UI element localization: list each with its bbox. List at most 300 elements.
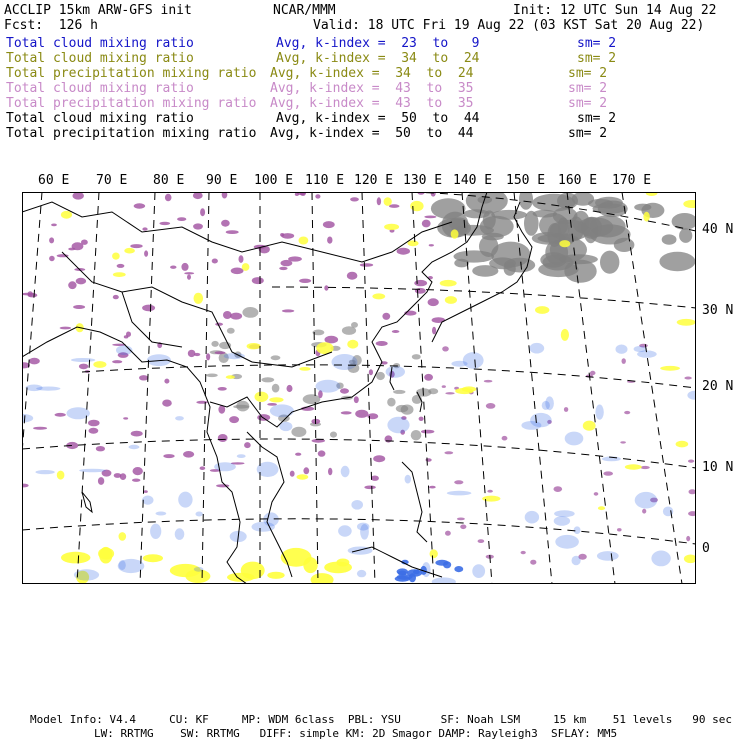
high-cloud-blob — [132, 479, 140, 482]
high-cloud-blob — [113, 295, 119, 299]
low-cloud-blob — [463, 352, 484, 369]
mid-cloud-blob — [61, 552, 90, 564]
low-cloud-blob — [341, 466, 350, 477]
high-cloud-blob — [257, 414, 270, 421]
high-cloud-blob — [603, 471, 613, 475]
high-cloud-blob — [68, 281, 76, 289]
high-cloud-blob — [165, 194, 172, 202]
upper-cloud-blob — [227, 328, 235, 334]
legend-avg: Avg, k-index = 34 to 24 — [270, 66, 474, 81]
legend-avg: Avg, k-index = 43 to 35 — [270, 96, 474, 111]
high-cloud-blob — [624, 411, 630, 414]
low-cloud-blob — [142, 496, 153, 505]
legend-field: Total cloud mixing ratio — [6, 81, 194, 96]
upper-cloud-blob — [291, 427, 306, 437]
high-cloud-blob — [554, 486, 563, 492]
mid-cloud-blob — [61, 211, 72, 219]
high-cloud-blob — [133, 467, 143, 475]
high-cloud-blob — [445, 531, 451, 536]
high-cloud-blob — [622, 358, 626, 364]
lon-label: 130 E — [403, 173, 443, 188]
high-cloud-blob — [389, 204, 400, 208]
mid-cloud-blob — [226, 375, 235, 379]
high-cloud-blob — [184, 272, 194, 274]
upper-cloud-blob — [261, 377, 274, 382]
mid-cloud-blob — [255, 392, 269, 402]
lon-label: 170 E — [612, 173, 652, 188]
high-cloud-blob — [73, 192, 84, 200]
low-cloud-blob — [214, 462, 236, 471]
high-cloud-blob — [640, 466, 649, 469]
low-cloud-blob — [150, 524, 161, 539]
high-cloud-blob — [159, 222, 170, 225]
high-cloud-blob — [290, 471, 295, 477]
low-cloud-blob — [555, 535, 579, 549]
model-info-line2: LW: RRTMG SW: RRTMG DIFF: simple KM: 2D Smagor DAMP: Rayleigh3 SFLAY: MM5 — [94, 727, 618, 740]
upper-cloud-blob — [504, 258, 535, 273]
forecast-hour: Fcst: 126 h — [4, 18, 98, 33]
high-cloud-blob — [445, 392, 454, 394]
high-cloud-blob — [51, 224, 57, 227]
mid-cloud-blob — [643, 212, 649, 222]
high-cloud-blob — [350, 197, 359, 201]
upper-cloud-blob — [553, 207, 578, 224]
upper-cloud-blob — [401, 405, 414, 415]
mid-cloud-blob — [227, 573, 255, 582]
high-cloud-blob — [432, 327, 436, 335]
high-cloud-blob — [426, 458, 432, 461]
high-cloud-blob — [49, 237, 54, 243]
high-cloud-blob — [323, 221, 335, 228]
high-cloud-blob — [142, 305, 155, 312]
mid-cloud-blob — [410, 201, 423, 211]
model-info-line1: Model Info: V4.4 CU: KF MP: WDM 6class PBL: YSU SF: Noah LSM 15 km 51 levels 90 sec — [30, 713, 732, 726]
high-cloud-blob — [144, 250, 148, 256]
legend-sm: sm= 2 — [568, 81, 608, 96]
high-cloud-blob — [415, 288, 426, 294]
high-cloud-blob — [397, 248, 410, 255]
low-cloud-blob — [178, 492, 192, 508]
lat-label: 10 N — [702, 460, 734, 475]
high-cloud-blob — [369, 369, 373, 375]
high-cloud-blob — [642, 509, 646, 514]
high-cloud-blob — [442, 385, 446, 388]
high-cloud-blob — [594, 492, 599, 496]
upper-cloud-blob — [662, 234, 677, 244]
mid-cloud-blob — [324, 562, 352, 574]
mid-cloud-blob — [430, 549, 438, 558]
high-cloud-blob — [131, 431, 143, 437]
high-cloud-blob — [688, 460, 694, 463]
mid-cloud-blob — [297, 474, 309, 479]
high-cloud-blob — [419, 417, 424, 421]
legend-field: Total cloud mixing ratio — [6, 51, 194, 66]
mid-cloud-blob — [535, 306, 549, 314]
high-cloud-blob — [49, 256, 55, 261]
low-cloud-blob — [397, 568, 408, 574]
high-cloud-blob — [200, 466, 206, 470]
high-cloud-blob — [162, 400, 172, 407]
high-cloud-blob — [282, 309, 294, 312]
legend-sm: sm= 2 — [577, 111, 617, 126]
low-cloud-blob — [554, 516, 570, 526]
low-cloud-blob — [224, 353, 245, 359]
low-cloud-blob — [270, 404, 294, 417]
high-cloud-blob — [328, 468, 332, 475]
mid-cloud-blob — [561, 329, 569, 341]
mid-cloud-blob — [99, 547, 112, 564]
high-cloud-blob — [617, 528, 622, 531]
lat-label: 20 N — [702, 379, 734, 394]
low-cloud-blob — [26, 385, 43, 392]
high-cloud-blob — [114, 473, 122, 478]
upper-cloud-blob — [454, 259, 469, 268]
legend-sm: sm= 2 — [577, 36, 617, 51]
low-cloud-blob — [357, 523, 369, 531]
high-cloud-blob — [295, 453, 301, 456]
high-cloud-blob — [117, 264, 125, 268]
high-cloud-blob — [689, 489, 697, 494]
high-cloud-blob — [79, 364, 88, 370]
lat-label: 0 — [702, 541, 710, 556]
high-cloud-blob — [193, 192, 203, 199]
mid-cloud-blob — [119, 532, 127, 541]
high-cloud-blob — [226, 230, 239, 234]
lon-label: 160 E — [558, 173, 598, 188]
high-cloud-blob — [442, 346, 449, 351]
high-cloud-blob — [486, 403, 496, 409]
low-cloud-blob — [316, 380, 341, 393]
high-cloud-blob — [252, 277, 264, 284]
low-cloud-blob — [71, 358, 95, 362]
mid-cloud-blob — [384, 197, 392, 206]
upper-cloud-blob — [211, 341, 218, 347]
high-cloud-blob — [89, 428, 99, 434]
plot-title: ACCLIP 15km ARW-GFS init — [4, 3, 192, 18]
low-cloud-blob — [529, 343, 544, 354]
high-cloud-blob — [327, 237, 332, 244]
high-cloud-blob — [530, 560, 536, 565]
high-cloud-blob — [315, 194, 320, 198]
mid-cloud-blob — [112, 253, 120, 260]
high-cloud-blob — [684, 377, 691, 380]
high-cloud-blob — [457, 518, 465, 521]
high-cloud-blob — [325, 336, 339, 344]
legend-sm: sm= 2 — [568, 66, 608, 81]
mid-cloud-blob — [625, 464, 642, 469]
high-cloud-blob — [112, 360, 122, 363]
upper-cloud-blob — [242, 307, 258, 318]
high-cloud-blob — [29, 358, 40, 365]
low-cloud-blob — [454, 566, 463, 572]
high-cloud-blob — [428, 298, 439, 306]
mid-cloud-blob — [303, 557, 317, 573]
high-cloud-blob — [130, 244, 142, 248]
upper-cloud-blob — [206, 374, 218, 378]
low-cloud-blob — [616, 345, 628, 354]
legend-avg: Avg, k-index = 50 to 44 — [276, 111, 480, 126]
high-cloud-blob — [244, 442, 251, 448]
high-cloud-blob — [444, 451, 453, 454]
high-cloud-blob — [187, 275, 191, 280]
high-cloud-blob — [164, 379, 169, 384]
upper-cloud-blob — [479, 236, 498, 257]
high-cloud-blob — [429, 486, 436, 489]
legend-sm: sm= 2 — [568, 126, 608, 141]
low-cloud-blob — [405, 475, 411, 484]
mid-cloud-blob — [407, 240, 418, 246]
mid-cloud-blob — [124, 248, 135, 254]
mid-cloud-blob — [440, 280, 457, 287]
upper-cloud-blob — [376, 372, 385, 380]
mid-cloud-blob — [247, 343, 261, 349]
high-cloud-blob — [377, 197, 381, 205]
high-cloud-blob — [239, 255, 244, 263]
high-cloud-blob — [487, 490, 493, 493]
high-cloud-blob — [686, 536, 690, 541]
low-cloud-blob — [119, 560, 126, 570]
mid-cloud-blob — [299, 367, 310, 371]
high-cloud-blob — [218, 387, 227, 391]
institution: NCAR/MMM — [273, 3, 336, 18]
high-cloud-blob — [414, 280, 427, 286]
mid-cloud-blob — [583, 421, 596, 431]
upper-cloud-blob — [590, 215, 626, 237]
high-cloud-blob — [123, 417, 128, 419]
low-cloud-blob — [525, 511, 539, 524]
mid-cloud-blob — [347, 340, 358, 349]
low-cloud-blob — [574, 526, 581, 534]
high-cloud-blob — [181, 263, 188, 271]
mid-cloud-blob — [445, 296, 457, 304]
init-time: Init: 12 UTC Sun 14 Aug 22 — [513, 3, 717, 18]
mid-cloud-blob — [113, 272, 126, 277]
high-cloud-blob — [134, 203, 146, 208]
legend-field: Total cloud mixing ratio — [6, 36, 194, 51]
high-cloud-blob — [364, 486, 376, 490]
low-cloud-blob — [435, 560, 448, 566]
high-cloud-blob — [355, 410, 368, 418]
high-cloud-blob — [170, 266, 176, 269]
high-cloud-blob — [33, 427, 47, 430]
high-cloud-blob — [88, 420, 100, 427]
high-cloud-blob — [163, 454, 174, 458]
low-cloud-blob — [635, 492, 658, 509]
high-cloud-blob — [460, 525, 466, 530]
high-cloud-blob — [196, 401, 208, 404]
upper-cloud-blob — [412, 354, 421, 359]
low-cloud-blob — [565, 432, 584, 446]
high-cloud-blob — [303, 467, 309, 474]
high-cloud-blob — [76, 278, 86, 285]
legend-avg: Avg, k-index = 23 to 9 — [276, 36, 480, 51]
lon-label: 110 E — [305, 173, 345, 188]
mid-cloud-blob — [299, 237, 309, 245]
high-cloud-blob — [421, 430, 434, 434]
mid-cloud-blob — [660, 366, 680, 371]
upper-cloud-blob — [330, 432, 337, 438]
lon-label: 140 E — [453, 173, 493, 188]
lon-label: 70 E — [96, 173, 128, 188]
high-cloud-blob — [287, 385, 293, 392]
high-cloud-blob — [183, 451, 194, 458]
high-cloud-blob — [564, 407, 568, 412]
high-cloud-blob — [454, 480, 463, 484]
mid-cloud-blob — [677, 319, 696, 326]
low-cloud-blob — [175, 416, 184, 420]
legend-avg: Avg, k-index = 50 to 44 — [270, 126, 474, 141]
high-cloud-blob — [371, 476, 379, 481]
low-cloud-blob — [386, 366, 405, 378]
low-cloud-blob — [156, 512, 167, 516]
high-cloud-blob — [502, 436, 508, 441]
low-cloud-blob — [595, 405, 603, 420]
mid-cloud-blob — [451, 229, 459, 238]
high-cloud-blob — [139, 375, 148, 380]
high-cloud-blob — [142, 227, 147, 230]
legend-field: Total precipitation mixing ratio — [6, 66, 257, 81]
high-cloud-blob — [318, 450, 326, 456]
low-cloud-blob — [447, 491, 471, 496]
high-cloud-blob — [424, 374, 433, 381]
mid-cloud-blob — [462, 386, 477, 392]
high-cloud-blob — [373, 455, 385, 462]
high-cloud-blob — [354, 396, 359, 403]
low-cloud-blob — [572, 556, 581, 566]
high-cloud-blob — [223, 311, 232, 319]
mid-cloud-blob — [57, 471, 65, 480]
high-cloud-blob — [299, 279, 311, 283]
upper-cloud-blob — [659, 252, 695, 271]
legend-field: Total cloud mixing ratio — [6, 111, 194, 126]
high-cloud-blob — [200, 208, 205, 216]
low-cloud-blob — [237, 454, 246, 458]
low-cloud-blob — [472, 564, 485, 578]
upper-cloud-blob — [411, 430, 422, 440]
high-cloud-blob — [206, 353, 210, 360]
upper-cloud-blob — [679, 228, 692, 243]
high-cloud-blob — [230, 313, 242, 320]
high-cloud-blob — [424, 216, 436, 219]
high-cloud-blob — [229, 416, 239, 423]
lat-label: 40 N — [702, 222, 734, 237]
high-cloud-blob — [347, 272, 358, 280]
high-cloud-blob — [218, 434, 228, 442]
mid-cloud-blob — [267, 572, 284, 579]
map-panel — [22, 192, 696, 584]
high-cloud-blob — [55, 413, 66, 417]
high-cloud-blob — [96, 446, 105, 451]
valid-time: Valid: 18 UTC Fri 19 Aug 22 (03 KST Sat 20 Aug 22) — [313, 18, 705, 33]
upper-cloud-blob — [303, 394, 321, 404]
high-cloud-blob — [422, 220, 431, 228]
upper-cloud-blob — [236, 401, 249, 412]
high-cloud-blob — [144, 490, 148, 493]
legend-field: Total precipitation mixing ratio — [6, 96, 257, 111]
high-cloud-blob — [620, 441, 626, 443]
low-cloud-blob — [338, 525, 352, 536]
high-cloud-blob — [521, 551, 526, 554]
high-cloud-blob — [484, 380, 493, 383]
mid-cloud-blob — [372, 293, 385, 299]
high-cloud-blob — [478, 539, 485, 543]
high-cloud-blob — [177, 217, 186, 221]
upper-cloud-blob — [483, 210, 496, 229]
high-cloud-blob — [124, 335, 129, 338]
legend-field: Total precipitation mixing ratio — [6, 126, 257, 141]
high-cloud-blob — [392, 330, 400, 333]
lon-label: 90 E — [206, 173, 238, 188]
low-cloud-blob — [409, 573, 416, 582]
mid-cloud-blob — [93, 361, 106, 368]
mid-cloud-blob — [482, 496, 500, 502]
high-cloud-blob — [60, 327, 72, 330]
high-cloud-blob — [432, 317, 446, 323]
high-cloud-blob — [188, 350, 196, 357]
high-cloud-blob — [288, 256, 302, 261]
high-cloud-blob — [212, 259, 218, 264]
high-cloud-blob — [429, 244, 434, 246]
mid-cloud-blob — [269, 397, 283, 402]
upper-cloud-blob — [533, 210, 557, 218]
high-cloud-blob — [280, 233, 284, 237]
high-cloud-blob — [279, 267, 287, 270]
high-cloud-blob — [72, 242, 84, 250]
high-cloud-blob — [215, 351, 226, 354]
high-cloud-blob — [73, 305, 85, 309]
upper-cloud-blob — [219, 342, 231, 349]
upper-cloud-blob — [564, 260, 596, 283]
upper-cloud-blob — [272, 384, 280, 393]
legend-sm: sm= 2 — [568, 96, 608, 111]
lon-label: 120 E — [354, 173, 394, 188]
low-cloud-blob — [175, 528, 185, 540]
mid-cloud-blob — [143, 554, 163, 562]
high-cloud-blob — [98, 477, 104, 485]
mid-cloud-blob — [676, 441, 689, 448]
low-cloud-blob — [651, 551, 670, 567]
upper-cloud-blob — [393, 390, 405, 394]
low-cloud-blob — [387, 417, 409, 433]
high-cloud-blob — [341, 411, 352, 414]
low-cloud-blob — [196, 512, 203, 517]
low-cloud-blob — [351, 500, 363, 510]
high-cloud-blob — [231, 268, 244, 275]
high-cloud-blob — [324, 285, 328, 290]
mid-cloud-blob — [598, 506, 605, 510]
legend-avg: Avg, k-index = 34 to 24 — [276, 51, 480, 66]
legend-avg: Avg, k-index = 43 to 35 — [270, 81, 474, 96]
mid-cloud-blob — [559, 240, 570, 247]
mid-cloud-blob — [242, 263, 250, 271]
low-cloud-blob — [530, 413, 552, 427]
low-cloud-blob — [35, 470, 54, 474]
lon-label: 60 E — [38, 173, 70, 188]
high-cloud-blob — [221, 220, 230, 227]
upper-cloud-blob — [428, 388, 438, 394]
low-cloud-blob — [129, 445, 140, 449]
upper-cloud-blob — [271, 355, 281, 360]
high-cloud-blob — [193, 223, 203, 229]
lat-label: 30 N — [702, 303, 734, 318]
low-cloud-blob — [554, 510, 575, 517]
high-cloud-blob — [340, 388, 349, 393]
high-cloud-blob — [360, 263, 373, 266]
mid-cloud-blob — [384, 224, 399, 230]
low-cloud-blob — [597, 551, 619, 561]
lon-label: 150 E — [506, 173, 546, 188]
upper-cloud-blob — [387, 398, 395, 407]
